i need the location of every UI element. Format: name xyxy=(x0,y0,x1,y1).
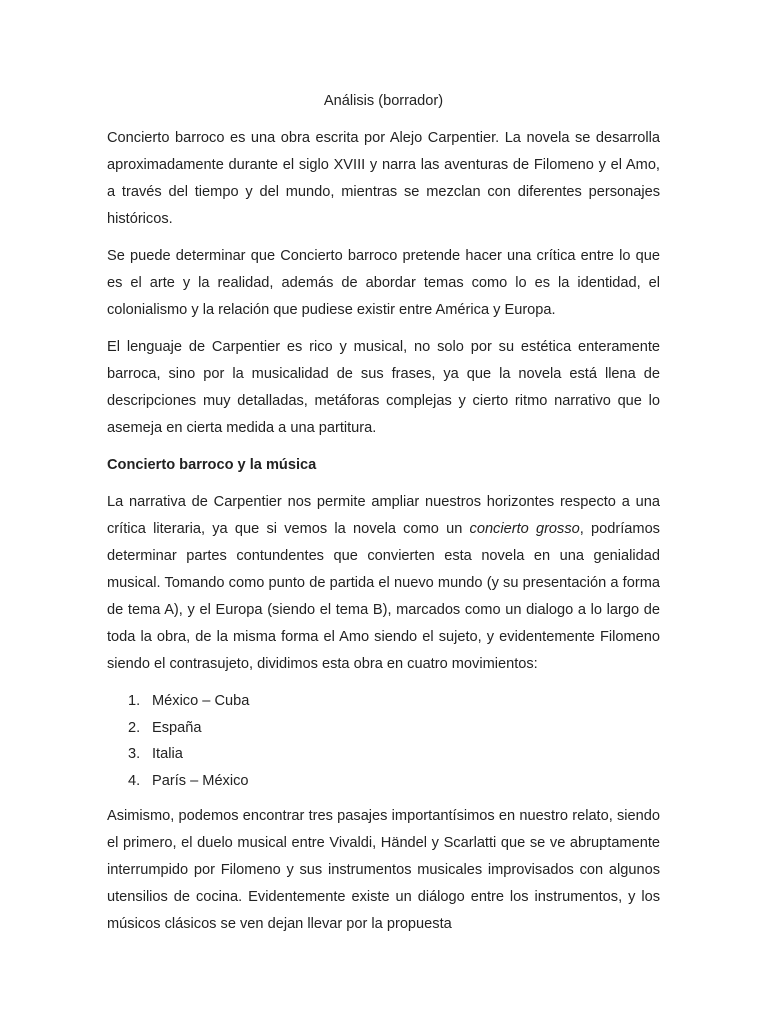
list-item-label: Italia xyxy=(152,746,183,762)
paragraph-language: El lenguaje de Carpentier es rico y musical, no solo por su estética enteramente barroca, sino por la musicalidad de sus frases, ya que la novela está llena de descripciones muy detalladas, metáforas complejas y cierto ritmo narrativo que lo asemeja en cierta medida a una partitura. xyxy=(107,339,660,436)
section-heading: Concierto barroco y la música xyxy=(107,457,317,473)
list-item xyxy=(107,688,660,715)
paragraph-passages: Asimismo, podemos encontrar tres pasajes importantísimos en nuestro relato, siendo el primero, el duelo musical entre Vivaldi, Händel y Scarlatti que se ve abruptamente interrumpido por Filomeno y sus instrumentos musicales improvisados con algunos utensilios de cocina. Evidentemente existe un diálogo entre los instrumentos, y los músicos clásicos se ven dejan llevar por la propuesta xyxy=(107,808,660,932)
list-item-label: París – México xyxy=(152,772,249,789)
paragraph-narrative-part2: , podríamos determinar partes contundentes que convierten esta novela en una genialidad musical. Tomando como punto de partida el nuevo mundo (y su presentación a forma de tema A), y el Europa (siendo el tema B), marcados como un dialogo a lo largo de toda la obra, de la misma forma el Amo siendo el sujeto, y evidentemente Filomeno siendo el contrasujeto, dividimos esta obra en cuatro movimientos: xyxy=(107,521,660,672)
list-item-number: 2. xyxy=(128,719,141,736)
document-title: Análisis (borrador) xyxy=(323,93,444,109)
document-page xyxy=(107,88,660,948)
list-item xyxy=(107,715,660,742)
list-item-number: 1. xyxy=(128,693,141,709)
paragraph-intro: Concierto barroco es una obra escrita por Alejo Carpentier. La novela se desarrolla aproximadamente durante el siglo XVIII y narra las aventuras de Filomeno y el Amo, a través del tiempo y del mundo, mientras se mezclan con diferentes personajes históricos. xyxy=(107,130,660,227)
paragraph-narrative xyxy=(107,489,660,678)
list-item xyxy=(107,741,660,768)
list-item-label: México – Cuba xyxy=(152,693,250,709)
list-item xyxy=(107,768,660,795)
list-item-label: España xyxy=(152,719,202,736)
movements-list xyxy=(107,688,660,794)
list-item-number: 4. xyxy=(128,772,141,789)
paragraph-critique: Se puede determinar que Concierto barroco pretende hacer una crítica entre lo que es el arte y la realidad, además de abordar temas como lo es la identidad, el colonialismo y la relación que pudiese existir entre América y Europa. xyxy=(107,248,660,318)
list-item-number: 3. xyxy=(128,746,141,762)
paragraph-narrative-italic: concierto grosso xyxy=(469,521,580,537)
paragraph-narrative-part1: La narrativa de Carpentier nos permite ampliar nuestros horizontes respecto a una crítica literaria, ya que si vemos la novela como un xyxy=(107,494,660,537)
